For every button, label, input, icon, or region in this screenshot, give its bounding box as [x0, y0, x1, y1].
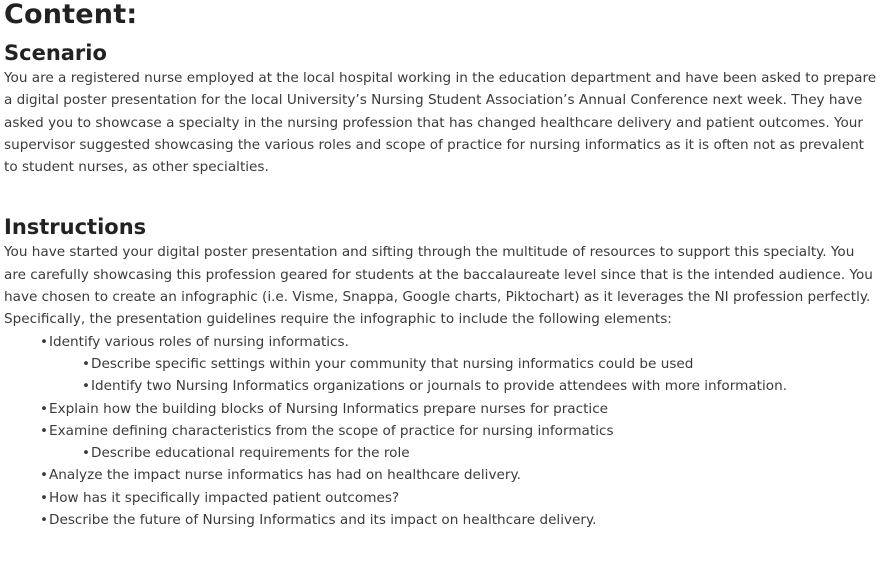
scenario-heading: Scenario	[4, 41, 107, 65]
list-item: • Examine defining characteristics from the scope of practice for nursing informatics	[4, 420, 880, 442]
list-item: • Identify various roles of nursing informatics.	[4, 331, 880, 353]
instructions-list	[4, 331, 880, 532]
content-page	[4, 0, 880, 531]
list-item: • Identify two Nursing Informatics organizations or journals to provide attendees with more information.	[4, 375, 880, 397]
page-title: Content:	[4, 0, 138, 30]
list-item: • Explain how the building blocks of Nursing Informatics prepare nurses for practice	[4, 398, 880, 420]
instructions-paragraph: You have started your digital poster presentation and sifting through the multitude of resources to support this specialty. You are carefully showcasing this profession geared for students at the baccalaureate level since that is the intended audience. You have chosen to create an infographic (i.e. Visme, Snappa, Google charts, Piktochart) as it leverages the NI profession perfectly. Specifically, the presentation guidelines require the infographic to include the following elements:	[4, 244, 873, 328]
scenario-section	[4, 40, 880, 178]
list-item: • Analyze the impact nurse informatics has had on healthcare delivery.	[4, 464, 880, 486]
list-item: • Describe educational requirements for the role	[4, 442, 880, 464]
instructions-section	[4, 214, 880, 531]
list-item: • How has it specifically impacted patient outcomes?	[4, 487, 880, 509]
list-item: • Describe specific settings within your community that nursing informatics could be used	[4, 353, 880, 375]
instructions-heading: Instructions	[4, 215, 147, 240]
list-item: • Describe the future of Nursing Informatics and its impact on healthcare delivery.	[4, 509, 880, 531]
scenario-paragraph: You are a registered nurse employed at the local hospital working in the education department and have been asked to prepare a digital poster presentation for the local University’s Nursing Student Association’s Annual Conference next week. They have asked you to showcase a specialty in the nursing profession that has changed healthcare delivery and patient outcomes. Your supervisor suggested showcasing the various roles and scope of practice for nursing informatics as it is often not as prevalent to student nurses, as other specialties.	[4, 70, 877, 176]
